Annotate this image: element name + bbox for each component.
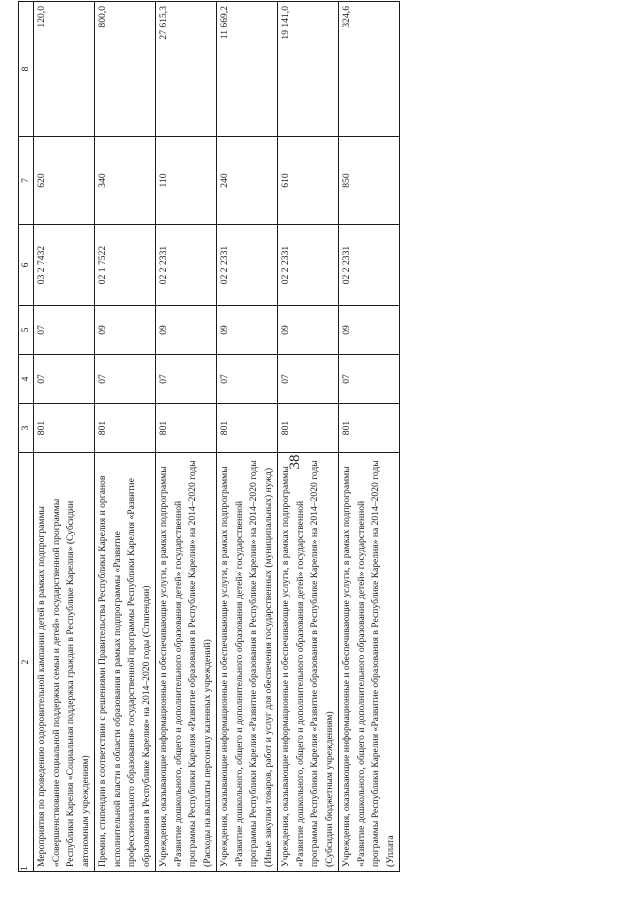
target-article-code: 02 2 2331 — [339, 225, 400, 306]
subsection-code: 09 — [95, 306, 156, 355]
budget-table-sheet — [18, 2, 617, 872]
amount: 120,0 — [34, 2, 95, 137]
table-header-row: 1 2 3 4 5 6 7 8 — [19, 2, 34, 872]
column-header-4: 4 — [19, 355, 34, 404]
table-row — [339, 2, 400, 872]
subsection-code: 09 — [278, 306, 339, 355]
target-article-code: 02 2 2331 — [217, 225, 278, 306]
ministry-code: 801 — [34, 404, 95, 453]
page-number: 38 — [287, 454, 303, 470]
subsection-code: 09 — [156, 306, 217, 355]
table-row — [217, 2, 278, 872]
expense-type-code: 610 — [278, 137, 339, 225]
column-header-3: 3 — [19, 404, 34, 453]
expense-name: Учреждения, оказывающие информационные и обеспечивающие услуги, в рамках подпрограммы «Развитие дошкольного, общего и дополнительного образования детей» государственной программы Республики Карелия «Развитие образования в Республике Карелия» на 2014–2020 годы (Уплата — [339, 453, 400, 872]
amount: 11 669,2 — [217, 2, 278, 137]
target-article-code: 02 1 7522 — [95, 225, 156, 306]
ministry-code: 801 — [95, 404, 156, 453]
section-code: 07 — [217, 355, 278, 404]
expense-type-code: 340 — [95, 137, 156, 225]
section-code: 07 — [95, 355, 156, 404]
expense-name: Учреждения, оказывающие информационные и обеспечивающие услуги, в рамках подпрограммы «Развитие дошкольного, общего и дополнительного образования детей» государственной программы Республики Карелия «Развитие образования в Республике Карелия» на 2014–2020 годы (Субсидии бюджетным учреждениям) — [278, 453, 339, 872]
table-row — [156, 2, 217, 872]
target-article-code: 03 2 7432 — [34, 225, 95, 306]
amount: 800,0 — [95, 2, 156, 137]
subsection-code: 09 — [217, 306, 278, 355]
expense-type-code: 110 — [156, 137, 217, 225]
column-header-5: 5 — [19, 306, 34, 355]
ministry-code: 801 — [217, 404, 278, 453]
column-header-2: 2 — [19, 453, 34, 872]
column-header-6: 6 — [19, 225, 34, 306]
table-row — [34, 2, 95, 872]
expense-name: Премии, стипендии в соответствии с решениями Правительства Республики Карелия и органов исполнительной власти в области образования в рамках подпрограммы «Развитие профессионального образования» государственной программы Республики Карелия «Развитие образования в Республике Карелия» на 2014–2020 годы (Стипендии) — [95, 453, 156, 872]
amount: 324,6 — [339, 2, 400, 137]
section-code: 07 — [278, 355, 339, 404]
section-code: 07 — [34, 355, 95, 404]
amount: 27 615,3 — [156, 2, 217, 137]
target-article-code: 02 2 2331 — [278, 225, 339, 306]
table-row — [95, 2, 156, 872]
expense-name: Учреждения, оказывающие информационные и обеспечивающие услуги, в рамках подпрограммы «Развитие дошкольного, общего и дополнительного образования детей» государственной программы Республики Карелия «Развитие образования в Республике Карелия» на 2014–2020 годы (Иные закупки товаров, работ и услуг для обеспечения государственных (муниципальных) нужд) — [217, 453, 278, 872]
ministry-code: 801 — [156, 404, 217, 453]
subsection-code: 07 — [34, 306, 95, 355]
section-code: 07 — [156, 355, 217, 404]
expense-type-code: 850 — [339, 137, 400, 225]
subsection-code: 09 — [339, 306, 400, 355]
target-article-code: 02 2 2331 — [156, 225, 217, 306]
expense-type-code: 240 — [217, 137, 278, 225]
expense-type-code: 620 — [34, 137, 95, 225]
amount: 19 141,0 — [278, 2, 339, 137]
expense-name: Мероприятия по проведению оздоровительной кампании детей в рамках подпрограммы «Совершенствование социальной поддержки семьи и детей» государственной программы Республики Карелия «Социальная поддержка граждан в Республике Карелия» (Субсидии автономным учреждениям) — [34, 453, 95, 872]
budget-table — [18, 1, 400, 872]
expense-name: Учреждения, оказывающие информационные и обеспечивающие услуги, в рамках подпрограммы «Развитие дошкольного, общего и дополнительного образования детей» государственной программы Республики Карелия «Развитие образования в Республике Карелия» на 2014–2020 годы (Расходы на выплаты персоналу казенных учреждений) — [156, 453, 217, 872]
ministry-code: 801 — [339, 404, 400, 453]
ministry-code: 801 — [278, 404, 339, 453]
column-header-7: 7 — [19, 137, 34, 225]
table-row — [278, 2, 339, 872]
column-header-8: 8 — [19, 2, 34, 137]
section-code: 07 — [339, 355, 400, 404]
